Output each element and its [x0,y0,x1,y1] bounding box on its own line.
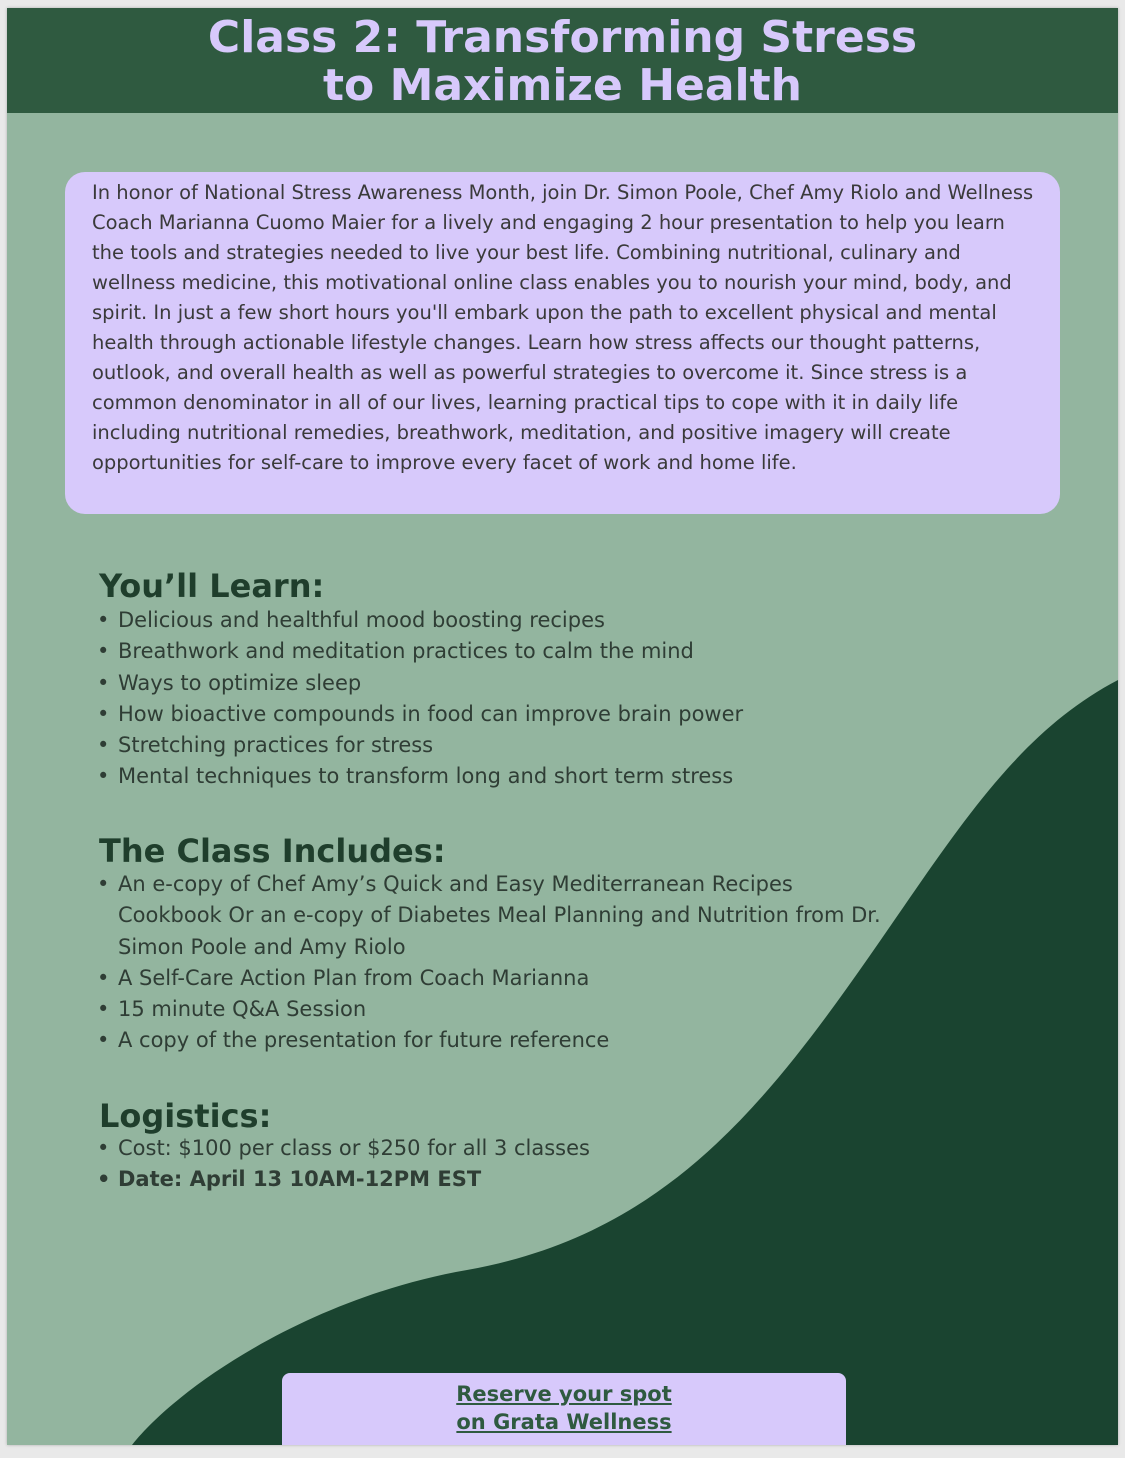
includes-heading: The Class Includes: [99,832,446,870]
logistics-list [97,1133,797,1196]
intro-text: In honor of National Stress Awareness Month, join Dr. Simon Poole, Chef Amy Riolo and Wellness Coach Marianna Cuomo Maier for a lively and engaging 2 hour presentation to help you learn the tools and strategies needed to live your best life. Combining nutritional, culinary and wellness medicine, this motivational online class enables you to nourish your mind, body, and spirit. In just a few short hours you'll embark upon the path to excellent physical and mental health through actionable lifestyle changes. Learn how stress affects our thought patterns, outlook, and overall health as well as powerful strategies to overcome it. Since stress is a common denominator in all of our lives, learning practical tips to cope with it in daily life including nutritional remedies, breathwork, meditation, and positive imagery will create opportunities for self-care to improve every facet of work and home life. [92,181,1034,474]
learn-list [97,605,917,793]
list-item: • An e-copy of Chef Amy’s Quick and Easy Mediterranean Recipes Cookbook Or an e-copy of Diabetes Meal Planning and Nutrition from Dr. Simon Poole and Amy Riolo [97,869,887,963]
list-item: • Breathwork and meditation practices to calm the mind [97,636,917,667]
flyer-page [7,8,1118,1445]
list-item: • How bioactive compounds in food can improve brain power [97,699,917,730]
title-line-2: to Maximize Health [322,60,802,111]
intro-box [65,172,1060,514]
date-item: • Date: April 13 10AM-12PM EST [97,1164,797,1195]
list-item: • Delicious and healthful mood boosting recipes [97,605,917,636]
title-line-1: Class 2: Transforming Stress [207,12,918,63]
reserve-spot-link[interactable] [282,1380,846,1436]
cta-line-2: on Grata Wellness [456,1410,672,1434]
list-item: • A copy of the presentation for future reference [97,1025,887,1056]
list-item: • Mental techniques to transform long and short term stress [97,761,917,792]
reserve-spot-box [282,1373,846,1445]
cost-item: • Cost: $100 per class or $250 for all 3 classes [97,1133,797,1164]
list-item: • 15 minute Q&A Session [97,994,887,1025]
includes-list [97,869,887,1057]
header-banner [7,8,1118,113]
wave-path [132,680,1118,1445]
logistics-heading: Logistics: [99,1097,272,1135]
list-item: • A Self-Care Action Plan from Coach Marianna [97,963,887,994]
cta-line-1: Reserve your spot [456,1382,672,1406]
list-item: • Ways to optimize sleep [97,668,917,699]
list-item: • Stretching practices for stress [97,730,917,761]
page-title [7,14,1118,110]
learn-heading: You’ll Learn: [99,567,325,605]
